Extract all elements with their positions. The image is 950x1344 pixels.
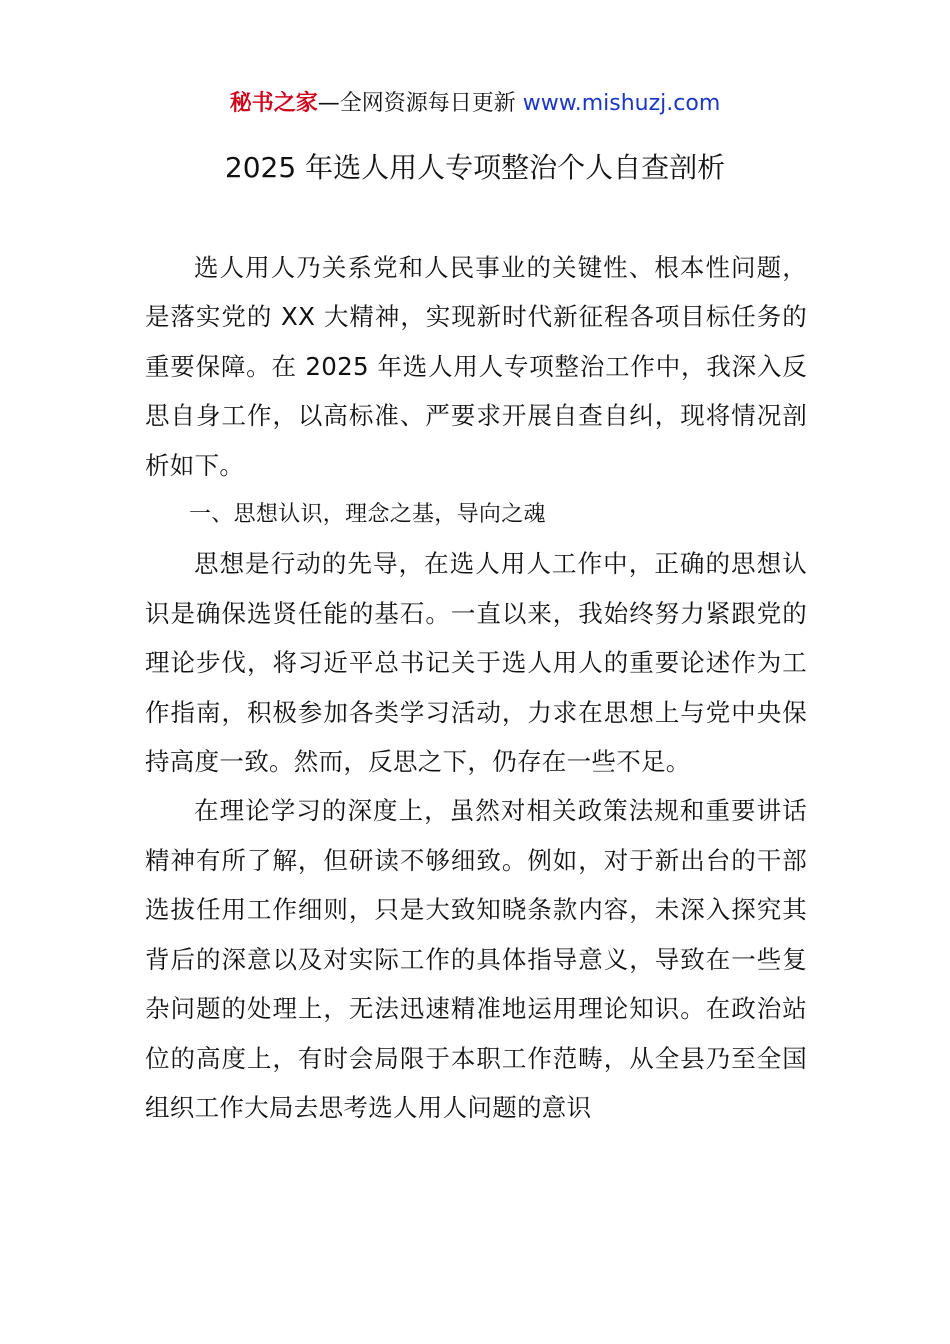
body-paragraph: 在理论学习的深度上，虽然对相关政策法规和重要讲话精神有所了解，但研读不够细致。例如，对于新出台的干部选拔任用工作细则，只是大致知晓条款内容，未深入探究其背后的深意以及对实际工作的具体指导意义，导致在一些复杂问题的处理上，无法迅速精准地运用理论知识。在政治站位的高度上，有时会局限于本职工作范畴，从全县乃至全国组织工作大局去思考选人用人问题的意识 (145, 796, 807, 1122)
header-tagline: —全网资源每日更新 (317, 91, 516, 116)
document-body (145, 243, 807, 1132)
site-header (0, 88, 950, 120)
body-paragraph: 思想是行动的先导，在选人用人工作中，正确的思想认识是确保选贤任能的基石。一直以来，我始终努力紧跟党的理论步伐，将习近平总书记关于选人用人的重要论述作为工作指南，积极参加各类学习活动，力求在思想上与党中央保持高度一致。然而，反思之下，仍存在一些不足。 (145, 549, 807, 777)
document-title: 2025 年选人用人专项整治个人自查剖析 (224, 151, 726, 184)
section-heading-1: 一、思想认识，理念之基，导向之魂 (189, 502, 546, 528)
brand-name: 秘书之家 (229, 91, 318, 116)
intro-paragraph: 选人用人乃关系党和人民事业的关键性、根本性问题，是落实党的 XX 大精神，实现新时代新征程各项目标任务的重要保障。在 2025 年选人用人专项整治工作中，我深入反思自身工作，以高标准、严要求开展自查自纠，现将情况剖析如下。 (145, 253, 807, 480)
site-url-link[interactable]: www.mishuzj.com (522, 91, 721, 116)
